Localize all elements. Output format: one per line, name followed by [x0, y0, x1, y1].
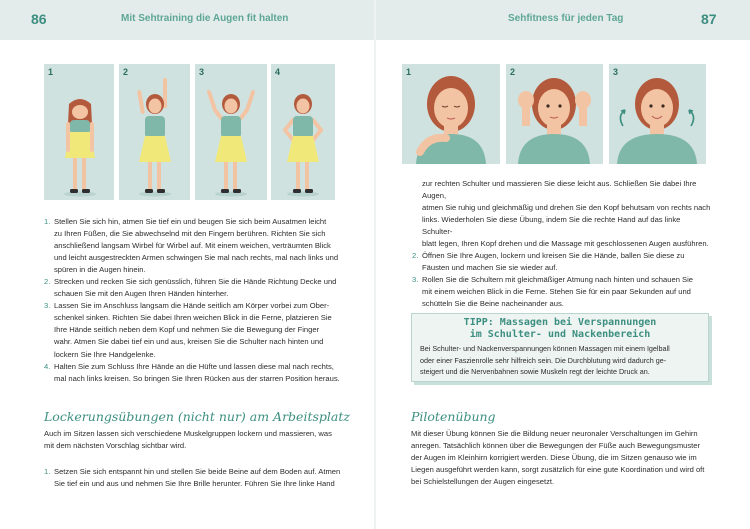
left-page-number: 86 [31, 11, 47, 27]
woman-hands-beside-head-figure [195, 64, 267, 200]
right-page-number: 87 [701, 11, 717, 27]
massage-illustration-3 [609, 64, 706, 164]
woman-shoulder-massage-figure [402, 64, 500, 164]
woman-bending-figure [44, 64, 114, 200]
exercise-illustration-4 [271, 64, 335, 200]
right-steps [412, 178, 712, 311]
step-item: 2. Strecken und recken Sie sich genüsslich, führen Sie die Hände Richtung Decke und schauen Sie mit den Augen Ihren Händen hinterher. [44, 277, 337, 299]
panel-number: 4 [275, 67, 281, 77]
section-heading-lockerung: Lockerungsübungen (nicht nur) am Arbeitsplatz [44, 409, 350, 424]
step-item: 3. Rollen Sie die Schultern mit gleichmäßiger Atmung nach hinten und schauen Sie mit einem weichen Blick in die Ferne. Stehen Sie für ein paar Sekunden auf und schütteln Sie die Beine nacheinander aus. [412, 275, 694, 309]
step-continuation: zur rechten Schulter und massieren Sie diese leicht aus. Schließen Sie dabei Ihre Augen, atmen Sie ruhig und gleichmäßig und drehen Sie den Kopf behutsam von rechts nach links. Wiederholen Sie diese Übung, indem Sie die rechte Hand auf das linke Schulter- blatt legen, Ihren Kopf drehen und die Massage mit geschlossenen Augen ausführen. [422, 179, 711, 249]
step-item: 2. Öffnen Sie Ihre Augen, lockern und kreisen Sie die Hände, ballen Sie diese zu Fäusten und machen Sie sie wieder auf. [412, 251, 685, 273]
right-running-title: Sehfitness für jeden Tag [508, 13, 624, 24]
panel-number: 1 [48, 67, 54, 77]
tip-title: TIPP: Massagen bei Verspannungen im Schulter- und Nackenbereich [463, 317, 657, 340]
woman-fists-figure [506, 64, 603, 164]
panel-number: 3 [199, 67, 205, 77]
section-step: 1. Setzen Sie sich entspannt hin und stellen Sie beide Beine auf dem Boden auf. Atmen Sie tief ein und aus und nehmen Sie Ihre Brille herunter. Führen Sie Ihre linke Hand [44, 467, 341, 489]
step-item: 1. Stellen Sie sich hin, atmen Sie tief ein und beugen Sie sich beim Ausatmen leicht zu Ihren Füßen, die Sie abwechselnd mit den Fingern berühren. Richten Sie sich anschließend langsam Wirbel für Wirbel auf. Mit einem weichen, verträumten Blick und leicht ausgestreckten Armen schwingen Sie mal nach rechts, mal nach links und spüren in die Augen hinein. [44, 217, 339, 275]
woman-shoulder-roll-figure [609, 64, 706, 164]
book-spine [374, 0, 376, 529]
exercise-illustration-3 [195, 64, 267, 200]
panel-number: 3 [613, 67, 619, 77]
panel-number: 1 [406, 67, 412, 77]
section-heading-pilotenuebung: Pilotenübung [411, 409, 496, 424]
panel-number: 2 [510, 67, 516, 77]
massage-illustration-2 [506, 64, 603, 164]
tip-text: Bei Schulter- und Nackenverspannungen können Massagen mit einem Igelball oder einer Faszienrolle sehr hilfreich sein. Die Durchblutung wird dadurch ge- steigert und die Nervenbahnen sowie Muskeln regt der leichte Druck an. [420, 344, 670, 377]
section-intro: Auch im Sitzen lassen sich verschiedene Muskelgruppen lockern und massieren, was mit dem nächsten Vorschlag sichtbar wird. [44, 429, 332, 451]
exercise-illustration-2 [119, 64, 190, 200]
tip-box [411, 313, 709, 382]
section-body: Mit dieser Übung können Sie die Bildung neuer neuronaler Verschaltungen im Gehirn anregen. Tatsächlich können über die Bewegungen der Füße auch Bewegungsmuster der Augen im Kleinhirn korrigiert werden. Diese Übung, die im Sitzen genauso wie im Liegen ausgeführt werden kann, sorgt zusätzlich für eine gute Koordination und wird oft bei Schielstellungen der Augen eingesetzt. [411, 429, 705, 487]
panel-number: 2 [123, 67, 129, 77]
massage-illustration-1 [402, 64, 500, 164]
step-item: 3. Lassen Sie im Anschluss langsam die Hände seitlich am Körper vorbei zum Ober- schenkel sinken. Richten Sie dabei Ihren weichen Blick in die Ferne, platzieren Sie Ihre Hände seitlich neben dem Kopf und nehmen Sie die Bewegung der Finger wahr. Atmen Sie dabei tief ein und aus, kreisen Sie die Schulter nach hinten und lockern Sie Ihre Handgelenke. [44, 301, 332, 359]
exercise-illustration-1 [44, 64, 114, 200]
step-item: 4. Halten Sie zum Schluss Ihre Hände an die Hüfte und lassen diese mal nach rechts, mal nach links kreisen. So bringen Sie Ihren Rücken aus der starren Position heraus. [44, 361, 340, 383]
left-running-title: Mit Sehtraining die Augen fit halten [121, 13, 289, 24]
woman-hands-on-hips-figure [271, 64, 335, 200]
left-steps [44, 216, 344, 385]
woman-stretching-figure [119, 64, 190, 200]
